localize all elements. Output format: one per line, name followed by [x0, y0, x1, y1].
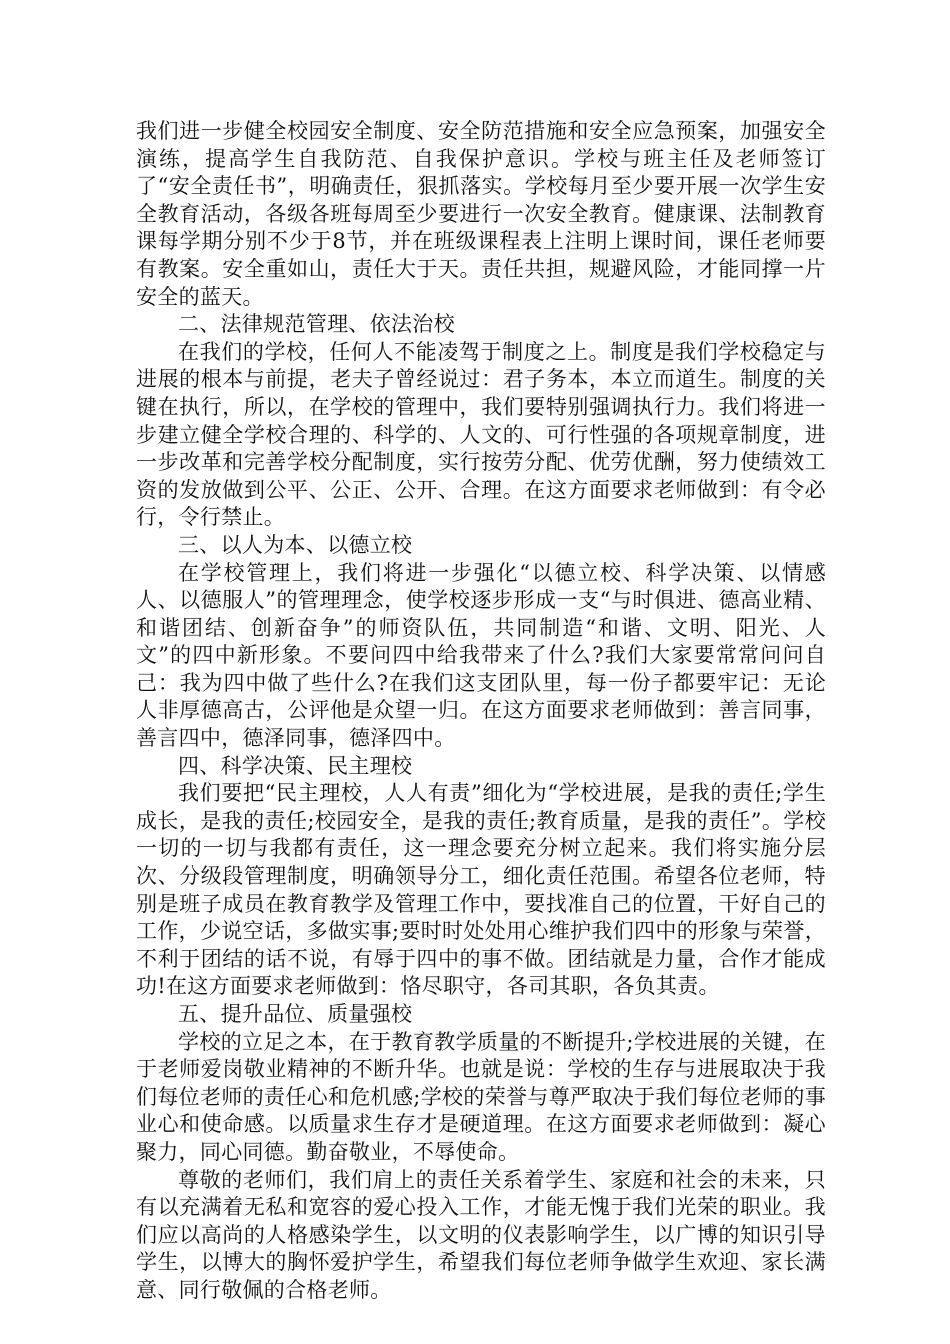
- section-heading-3: 三、以人为本、以德立校: [178, 532, 413, 557]
- section-heading-4: 四、科学决策、民主理校: [178, 753, 413, 778]
- section-heading-2: 二、法律规范管理、依法治校: [178, 312, 455, 337]
- paragraph-safety: 我们进一步健全校园安全制度、安全防范措施和安全应急预案，加强安全演练，提高学生自我防范、自我保护意识。学校与班主任及老师签订了“安全责任书”，明确责任，狠抓落实。学校每月至少要开展一次学生安全教育活动，各级各班每周至少要进行一次安全教育。健康课、法制教育课每学期分别不少于8节，并在班级课程表上注明上课时间，课任老师要有教案。安全重如山，责任大于天。责任共担，规避风险，才能同撑一片安全的蓝天。: [136, 119, 826, 309]
- paragraph-morality: 在学校管理上，我们将进一步强化“以德立校、科学决策、以情感人、以德服人”的管理理念，使学校逐步形成一支“与时俱进、德高业精、和谐团结、创新奋争”的师资队伍，共同制造“和谐、文明、阳光、人文”的四中新形象。不要问四中给我带来了什么?我们大家要常常问问自己：我为四中做了些什么?在我们这支团队里，每一份子都要牢记：无论人非厚德高古，公评他是众望一归。在这方面要求老师做到：善言同事，善言四中，德泽同事，德泽四中。: [136, 560, 826, 751]
- paragraph-quality: 学校的立足之本，在于教育教学质量的不断提升;学校进展的关键，在于老师爱岗敬业精神的不断升华。也就是说：学校的生存与进展取决于我们每位老师的责任心和危机感;学校的荣誉与尊严取决于我们每位老师的事业心和使命感。以质量求生存才是硬道理。在这方面要求老师做到：凝心聚力，同心同德。勤奋敬业，不辱使命。: [136, 1029, 826, 1164]
- document-page: [136, 118, 826, 1305]
- paragraph-closing: 尊敬的老师们，我们肩上的责任关系着学生、家庭和社会的未来，只有以充满着无私和宽容的爱心投入工作，才能无愧于我们光荣的职业。我们应以高尚的人格感染学生，以文明的仪表影响学生，以广博的知识引导学生，以博大的胸怀爱护学生，希望我们每位老师争做学生欢迎、家长满意、同行敬佩的合格老师。: [136, 1167, 826, 1302]
- paragraph-law: 在我们的学校，任何人不能凌驾于制度之上。制度是我们学校稳定与进展的根本与前提，老夫子曾经说过：君子务本，本立而道生。制度的关键在执行，所以，在学校的管理中，我们要特别强调执行力。我们将进一步建立健全学校合理的、科学的、人文的、可行性强的各项规章制度，进一步改革和完善学校分配制度，实行按劳分配、优劳优酬，努力使绩效工资的发放做到公平、公正、公开、合理。在这方面要求老师做到：有令必行，令行禁止。: [136, 339, 826, 530]
- paragraph-democracy: 我们要把“民主理校，人人有责”细化为“学校进展，是我的责任;学生成长，是我的责任;校园安全，是我的责任;教育质量，是我的责任”。学校一切的一切与我都有责任，这一理念要充分树立起来。我们将实施分层次、分级段管理制度，明确领导分工，细化责任范围。希望各位老师，特别是班子成员在教育教学及管理工作中，要找准自己的位置，干好自己的工作，少说空话，多做实事;要时时处处用心维护我们四中的形象与荣誉，不利于团结的话不说，有辱于四中的事不做。团结就是力量，合作才能成功!在这方面要求老师做到：恪尽职守，各司其职，各负其责。: [136, 781, 826, 999]
- section-heading-5: 五、提升品位、质量强校: [178, 1002, 413, 1026]
